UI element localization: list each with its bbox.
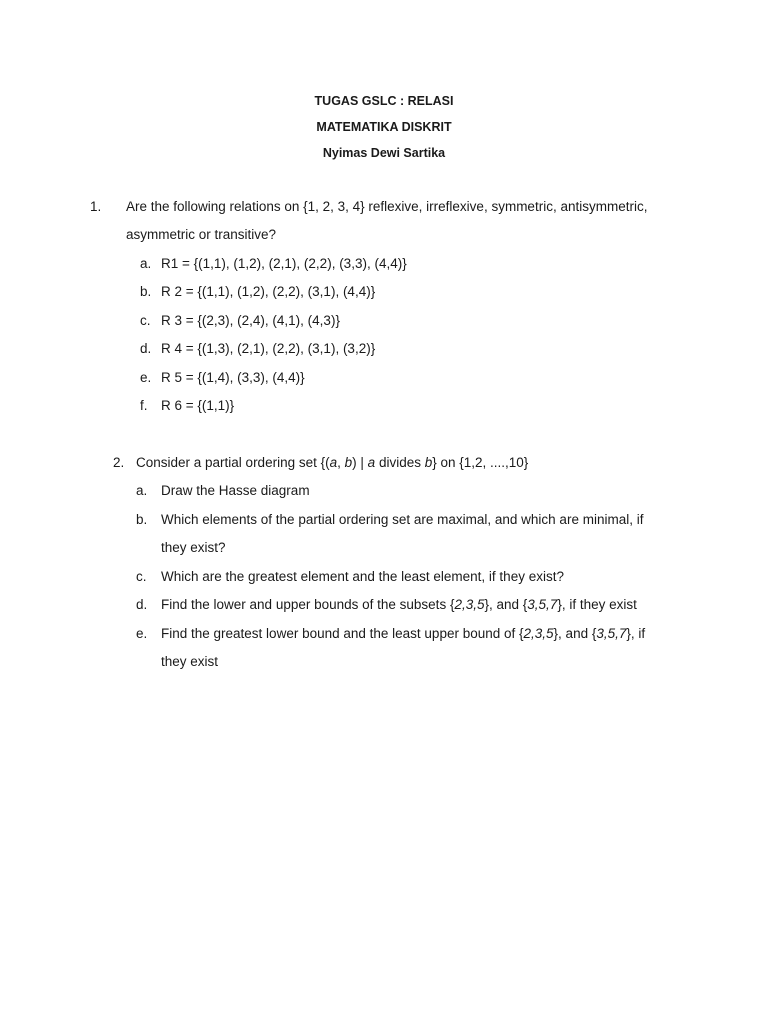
q2-item-d-text: Find the lower and upper bounds of the subsets {2,3,5}, and {3,5,7}, if they exist <box>161 597 637 612</box>
q2-item-e-marker: e. <box>136 626 148 641</box>
q2-item-a-text: Draw the Hasse diagram <box>161 483 310 498</box>
q1-item-c-text: R 3 = {(2,3), (2,4), (4,1), (4,3)} <box>161 313 340 328</box>
q1-item-a-marker: a. <box>140 256 152 271</box>
question-2-number: 2. <box>113 455 125 470</box>
q2-item-e-text-line2: they exist <box>161 654 219 669</box>
q2-item-c-marker: c. <box>136 569 147 584</box>
author-name: Nyimas Dewi Sartika <box>322 146 446 160</box>
question-2-intro: Consider a partial ordering set {(a, b) | a divides b} on {1,2, ....,10} <box>136 455 529 470</box>
q1-item-a-text: R1 = {(1,1), (1,2), (2,1), (2,2), (3,3), (4,4)} <box>161 256 407 271</box>
q1-item-f-marker: f. <box>140 398 148 413</box>
q2-item-c-text: Which are the greatest element and the least element, if they exist? <box>161 569 564 584</box>
q1-item-e-text: R 5 = {(1,4), (3,3), (4,4)} <box>161 370 305 385</box>
q2-item-a-marker: a. <box>136 483 148 498</box>
q1-item-e-marker: e. <box>140 370 152 385</box>
q1-item-f-text: R 6 = {(1,1)} <box>161 398 235 413</box>
q2-item-e-text-line1: Find the greatest lower bound and the least upper bound of {2,3,5}, and {3,5,7}, if <box>161 626 646 641</box>
q1-item-d-marker: d. <box>140 341 152 356</box>
q2-item-d-marker: d. <box>136 597 148 612</box>
q1-item-b-text: R 2 = {(1,1), (1,2), (2,2), (3,1), (4,4)} <box>161 284 376 299</box>
q2-item-b-text-line1: Which elements of the partial ordering set are maximal, and which are minimal, if <box>161 512 644 527</box>
question-1-text-line2: asymmetric or transitive? <box>126 227 277 242</box>
q1-item-d-text: R 4 = {(1,3), (2,1), (2,2), (3,1), (3,2)} <box>161 341 376 356</box>
course-name: MATEMATIKA DISKRIT <box>316 120 452 134</box>
question-1-text-line1: Are the following relations on {1, 2, 3, 4} reflexive, irreflexive, symmetric, antisymmetric, <box>126 199 648 214</box>
q2-item-b-text-line2: they exist? <box>161 540 226 555</box>
question-1-number: 1. <box>90 199 102 214</box>
document-title: TUGAS GSLC : RELASI <box>314 94 454 108</box>
q1-item-b-marker: b. <box>140 284 152 299</box>
q2-item-b-marker: b. <box>136 512 148 527</box>
q1-item-c-marker: c. <box>140 313 151 328</box>
